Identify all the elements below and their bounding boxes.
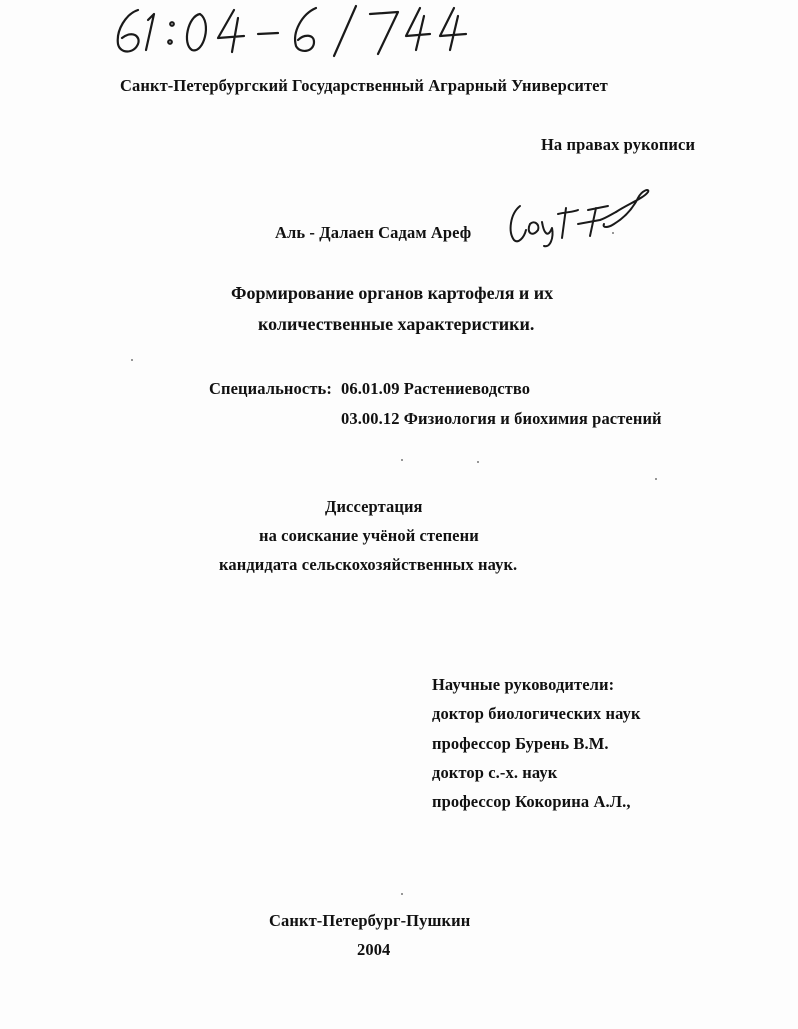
scan-speck [401,459,403,461]
scan-speck [655,478,657,480]
title-line-2: количественные характеристики. [258,314,535,334]
archive-code-handwritten [108,0,478,62]
supervisor-line: доктор с.-х. наук [432,763,558,782]
scan-speck [131,359,133,361]
specialty-label: Специальность: [209,379,332,398]
supervisors-heading: Научные руководители: [432,675,615,694]
specialty-second: 03.00.12 Физиология и биохимия растений [341,409,662,428]
dissertation-field-line: кандидата сельскохозяйственных наук. [219,555,518,574]
specialty-first: 06.01.09 Растениеводство [341,379,531,398]
university-name: Санкт-Петербургский Государственный Аграрный Университет [120,76,608,95]
manuscript-rights-label: На правах рукописи [541,135,696,154]
supervisor-line: доктор биологических наук [432,704,641,723]
author-name: Аль - Далаен Садам Ареф [275,223,472,242]
signature-icon [504,188,654,250]
footer-city: Санкт-Петербург-Пушкин [269,911,471,930]
scan-speck [477,461,479,463]
scan-speck [612,232,614,234]
supervisor-line: профессор Бурень В.М. [432,734,609,753]
footer-year: 2004 [357,940,391,959]
title-line-1: Формирование органов картофеля и их [231,283,554,303]
dissertation-heading: Диссертация [325,497,423,516]
scan-speck [401,893,403,895]
dissertation-degree-line: на соискание учёной степени [259,526,479,545]
supervisor-line: профессор Кокорина А.Л., [432,792,631,811]
